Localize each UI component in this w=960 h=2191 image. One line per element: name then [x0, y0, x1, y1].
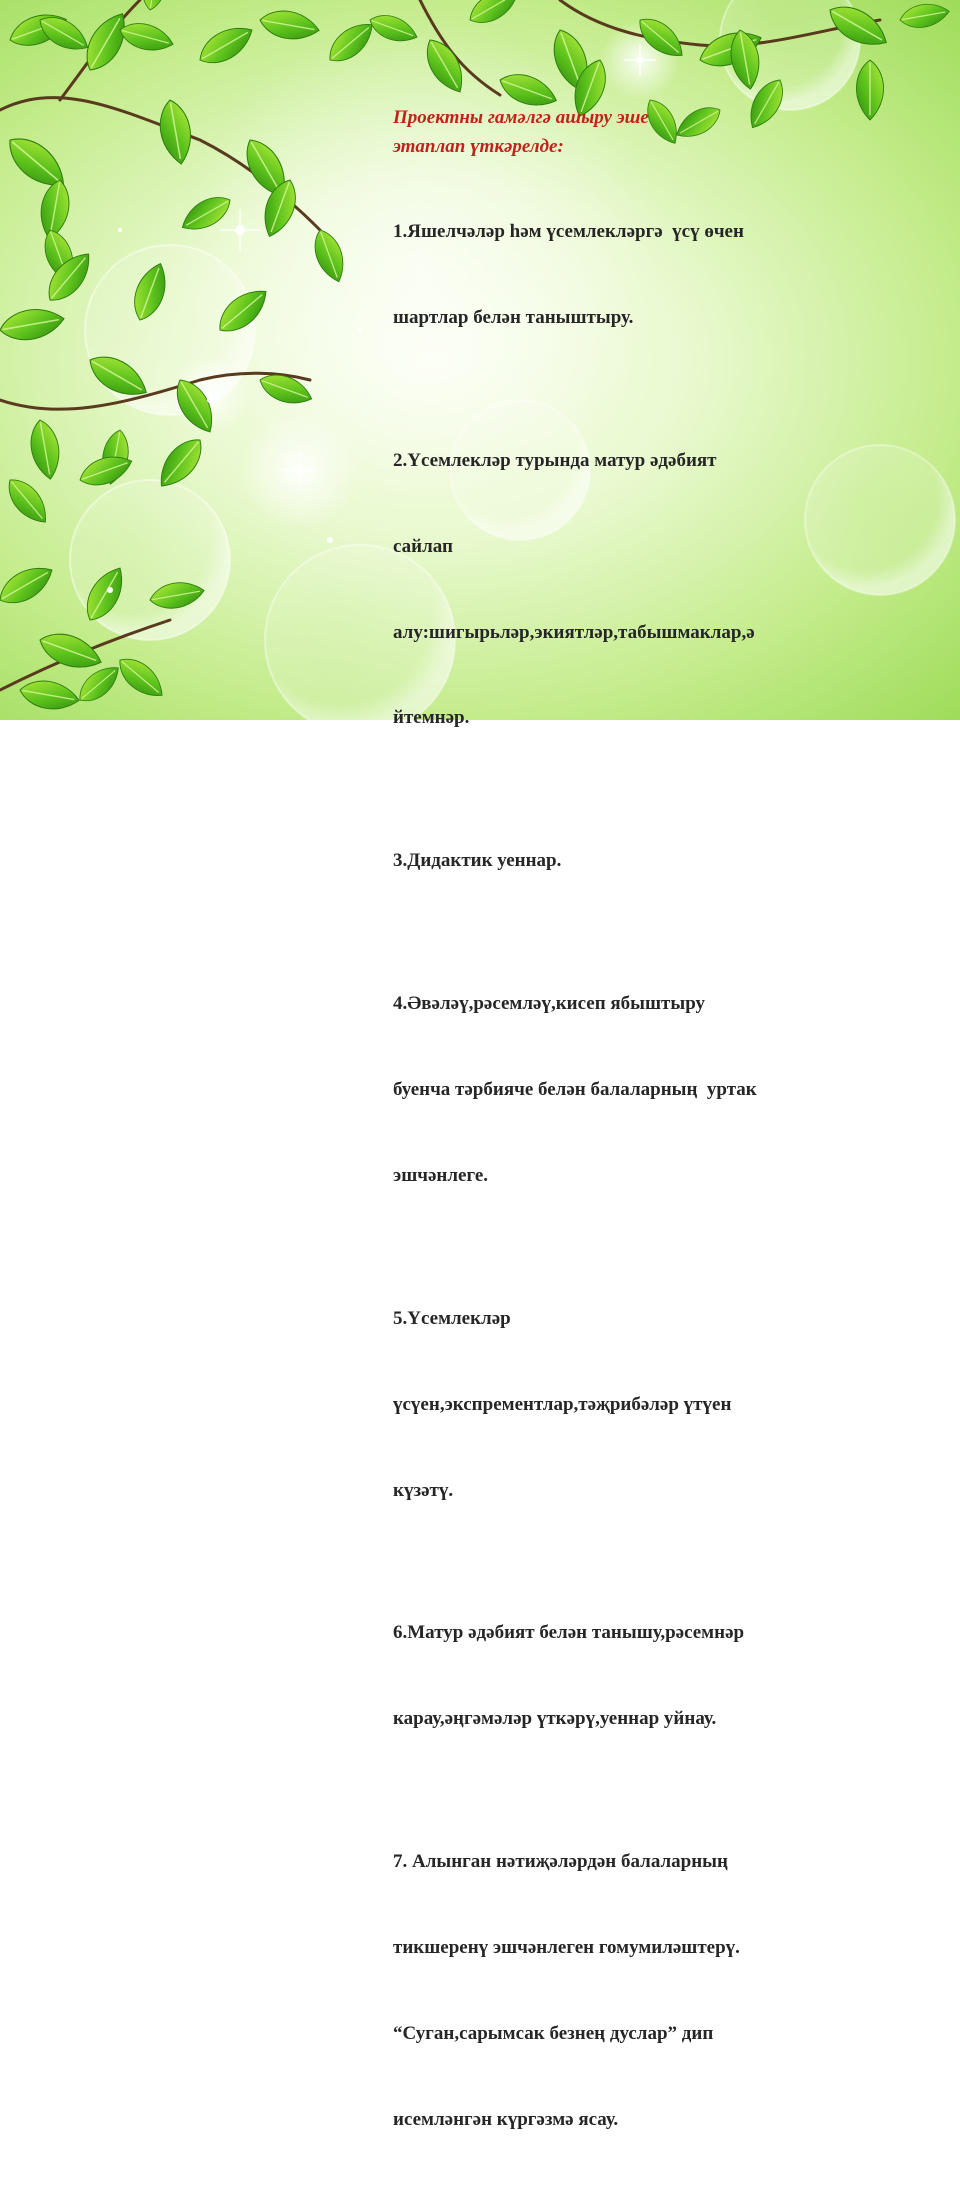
item-line: 2.Үсемлекләр турында матур әдәбият [393, 450, 717, 472]
item-line: күзәтү. [393, 1479, 454, 1501]
list-item-3 [393, 790, 893, 933]
item-line: 7. Алынган нәтиҗәләрдән балаларның [393, 1851, 728, 1873]
list-item-5 [393, 1248, 893, 1563]
slide-heading [393, 104, 893, 161]
list-item-7 [393, 1791, 893, 2191]
item-line: 1.Яшелчәләр һәм үсемлекләргә үсү өчен [393, 221, 744, 243]
list-item-2 [393, 390, 893, 790]
item-line: карау,әңгәмәләр үткәрү,уеннар уйнау. [393, 1708, 717, 1730]
list-item-4 [393, 933, 893, 1248]
item-line: “Суган,сарымсак безнең дуслар” дип [393, 2022, 714, 2044]
item-line: йтемнәр. [393, 707, 470, 729]
item-line: тикшеренү эшчәнлеген гомумиләштерү. [393, 1937, 740, 1958]
item-line: үсүен,экспрементлар,тәҗрибәләр үтүен [393, 1393, 732, 1415]
heading-line: Проектны гамәлгә ашыру эше [393, 107, 649, 128]
item-line: 5.Үсемлекләр [393, 1307, 511, 1329]
item-line: 3.Дидактик уеннар. [393, 850, 562, 872]
item-line: исемләнгән күргәзмә ясау. [393, 2108, 619, 2130]
list-item-6 [393, 1562, 893, 1791]
item-line: 6.Матур әдәбият белән танышу,рәсемнәр [393, 1622, 745, 1644]
project-stages-text [393, 104, 893, 2191]
item-line: алу:шигырьләр,экиятләр,табышмаклар,ә [393, 621, 755, 643]
heading-line: этаплап үткәрелде: [393, 135, 564, 157]
item-line: эшчәнлеге. [393, 1164, 488, 1186]
list-item-1 [393, 161, 893, 390]
item-line: шартлар белән таныштыру. [393, 307, 634, 329]
item-line: сайлап [393, 535, 453, 557]
item-line: буенча тәрбияче белән балаларның уртак [393, 1079, 757, 1101]
item-line: 4.Әвәләү,рәсемләү,кисеп ябыштыру [393, 993, 706, 1015]
